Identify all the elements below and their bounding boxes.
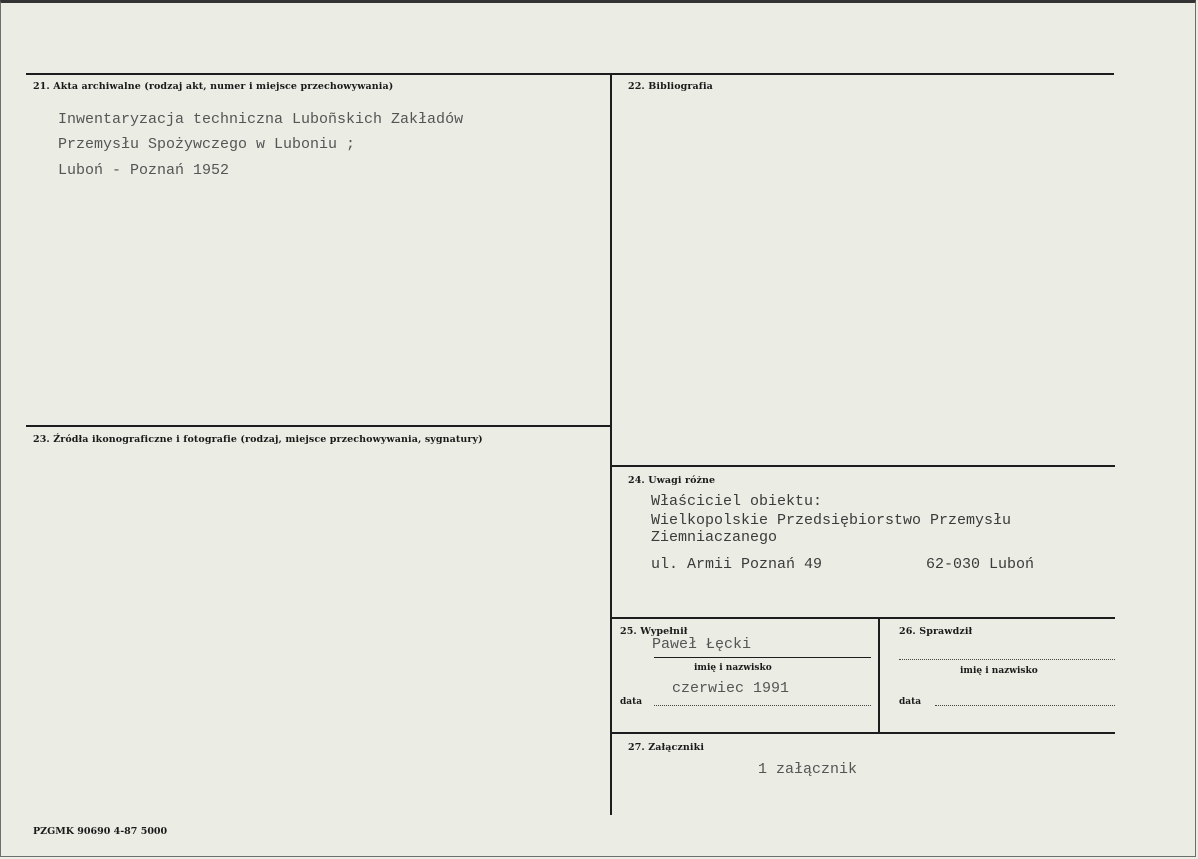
filled-by-name-caption: imię i nazwisko [694,663,772,673]
rule-25-27 [612,732,1115,734]
section-24-address: ul. Armii Poznań 49 [651,556,823,573]
section-21-line-3: Luboń - Poznań 1952 [58,162,230,179]
section-21-label: 21. Akta archiwalne (rodzaj akt, numer i miejsce przechowywania) [33,81,394,92]
filled-by-date-label: data [620,697,643,707]
section-21-line-1: Inwentaryzacja techniczna Luboñskich Zakładów [58,111,464,128]
checked-by-date-label: data [899,697,922,707]
checked-by-name-caption: imię i nazwisko [960,666,1038,676]
section-23-label: 23. Źródła ikonograficzne i fotografie (rodzaj, miejsce przechowywania, sygnatury) [33,434,483,445]
section-22-label: 22. Bibliografia [628,81,713,92]
section-24-postcode: 62-030 Luboń [926,556,1035,573]
attachments-value: 1 załącznik [758,761,858,778]
divider-25-26 [878,617,880,732]
checked-by-name-line [899,659,1115,660]
section-26-label: 26. Sprawdził [899,626,973,637]
print-code: PZGMK 90690 4-87 5000 [33,826,168,837]
filled-by-name: Paweł Łęcki [652,636,752,653]
section-24-label: 24. Uwagi różne [628,475,716,486]
rule-22-24 [612,465,1115,467]
section-24-line-3: Ziemniaczanego [651,529,778,546]
section-24-line-2: Wielkopolskie Przedsiębiorstwo Przemysłu [651,512,1012,529]
center-divider [610,73,612,815]
filled-by-name-line [654,657,871,658]
filled-by-date: czerwiec 1991 [672,680,790,697]
filled-by-date-line [654,705,871,706]
section-21-line-2: Przemysłu Spożywczego w Luboniu ; [58,136,356,153]
checked-by-date-line [935,705,1115,706]
top-rule [26,73,1114,75]
section-27-label: 27. Załączniki [628,742,705,753]
rule-24-25 [612,617,1115,619]
rule-21-23 [26,425,610,427]
section-24-line-1: Właściciel obiektu: [651,493,823,510]
section-25-label: 25. Wypełnił [620,626,688,637]
